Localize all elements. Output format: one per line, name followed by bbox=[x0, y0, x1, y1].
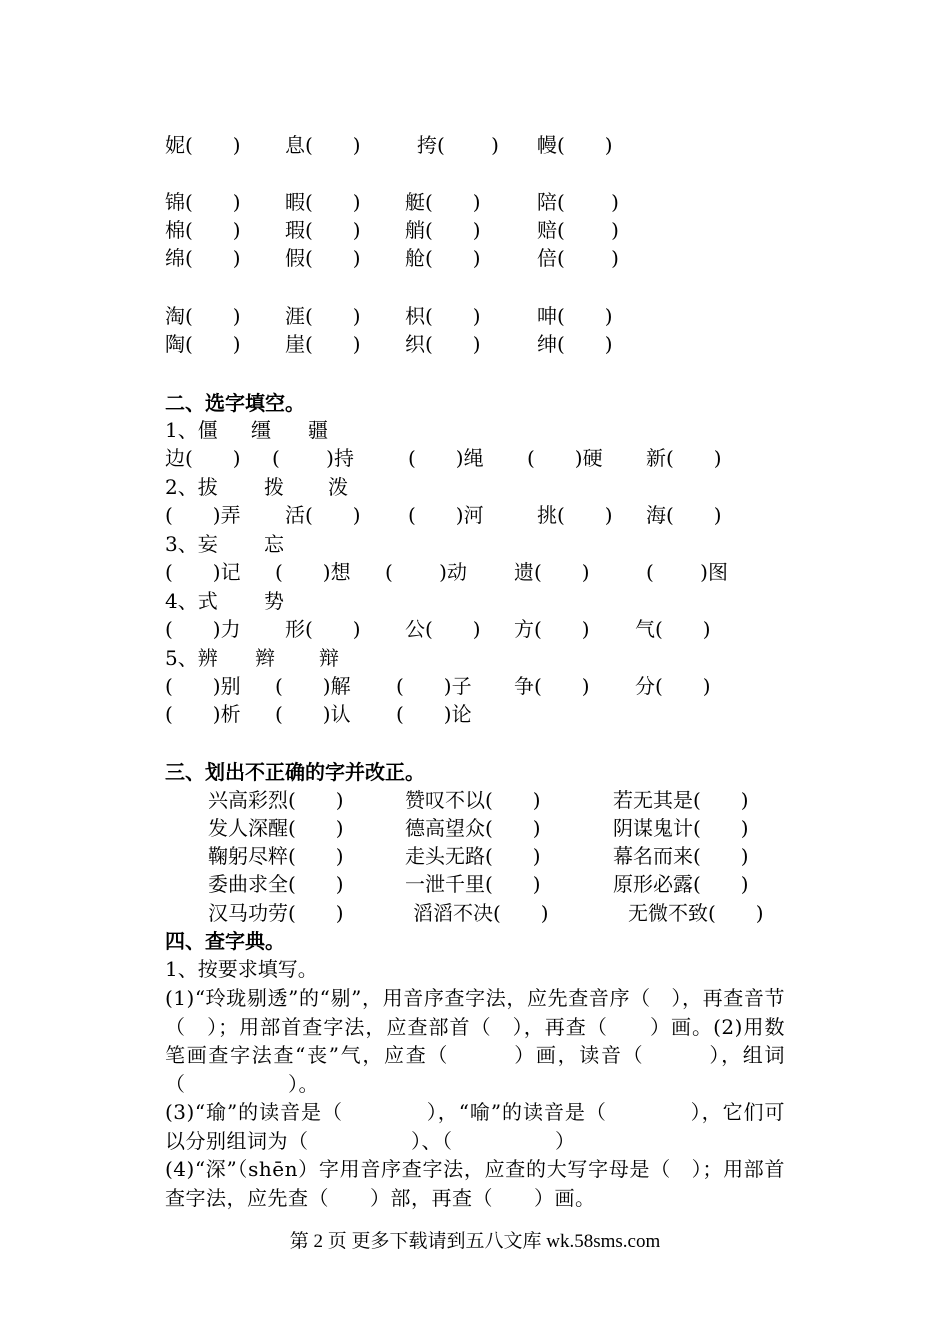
q-fill-item: 争( ) bbox=[514, 674, 590, 698]
char-row-5 bbox=[0, 302, 950, 330]
q3-head bbox=[0, 530, 950, 558]
q-fill-item: 挑( ) bbox=[537, 503, 613, 527]
char-row-3 bbox=[0, 216, 950, 244]
q-fill-item: 公( ) bbox=[405, 617, 481, 641]
idiom-item: 幕名而来( ) bbox=[613, 844, 749, 868]
q-fill-item: 分( ) bbox=[635, 674, 711, 698]
char-item: 崖( ) bbox=[285, 332, 361, 356]
q-fill-item: ( )弄 bbox=[165, 503, 241, 527]
char-item: 锦( ) bbox=[165, 190, 241, 214]
q-head-item: 忘 bbox=[264, 532, 284, 556]
char-row-4 bbox=[0, 244, 950, 272]
q1-line bbox=[0, 444, 950, 472]
idiom-item: 汉马功劳( ) bbox=[208, 901, 344, 925]
q-fill-item: 海( ) bbox=[646, 503, 722, 527]
char-item: 瑕( ) bbox=[285, 218, 361, 242]
char-item: 淘( ) bbox=[165, 304, 241, 328]
idiom-item: 委曲求全( ) bbox=[208, 872, 344, 896]
idiom-item: 原形必露( ) bbox=[613, 872, 749, 896]
q-head-item: 5、辨 bbox=[165, 646, 218, 670]
q-fill-item: ( )子 bbox=[396, 674, 472, 698]
q-head-item: 拨 bbox=[264, 475, 284, 499]
section-4-subtitle bbox=[0, 955, 950, 983]
idiom-item: 滔滔不决( ) bbox=[413, 901, 549, 925]
idiom-item: 发人深醒( ) bbox=[208, 816, 344, 840]
idiom-item: 鞠躬尽粹( ) bbox=[208, 844, 344, 868]
section-3-title-text: 三、划出不正确的字并改正。 bbox=[165, 760, 425, 784]
q-fill-item: ( )想 bbox=[275, 560, 351, 584]
char-item: 呻( ) bbox=[537, 304, 613, 328]
q-fill-item: ( )动 bbox=[385, 560, 467, 584]
q-head-item: 3、妄 bbox=[165, 532, 218, 556]
q-fill-item: 活( ) bbox=[285, 503, 361, 527]
q-fill-item: 遗( ) bbox=[514, 560, 590, 584]
char-item: 艄( ) bbox=[405, 218, 481, 242]
q-fill-item: ( )河 bbox=[408, 503, 484, 527]
char-row-6 bbox=[0, 330, 950, 358]
idiom-row-1 bbox=[0, 786, 950, 814]
q1-head bbox=[0, 416, 950, 444]
q-head-item: 泼 bbox=[328, 475, 348, 499]
char-row-2 bbox=[0, 188, 950, 216]
char-item: 暇( ) bbox=[285, 190, 361, 214]
section-4-title-text: 四、查字典。 bbox=[165, 929, 285, 953]
char-item: 赔( ) bbox=[537, 218, 619, 242]
char-item: 妮( ) bbox=[165, 133, 241, 157]
char-item: 绅( ) bbox=[537, 332, 613, 356]
idiom-item: 德高望众( ) bbox=[405, 816, 541, 840]
idiom-item: 无微不致( ) bbox=[628, 901, 764, 925]
idiom-row-4 bbox=[0, 870, 950, 898]
q-head-item: 1、僵 bbox=[165, 418, 218, 442]
q2-head bbox=[0, 473, 950, 501]
q-fill-item: ( )硬 bbox=[527, 446, 603, 470]
q-fill-item: ( )力 bbox=[165, 617, 241, 641]
page-footer: 第 2 页 更多下载请到五八文库 wk.58sms.com bbox=[289, 1231, 661, 1252]
q-fill-item: ( )绳 bbox=[408, 446, 484, 470]
char-item: 涯( ) bbox=[285, 304, 361, 328]
q-fill-item: ( )记 bbox=[165, 560, 241, 584]
idiom-item: 兴高彩烈( ) bbox=[208, 788, 344, 812]
idiom-item: 赞叹不以( ) bbox=[405, 788, 541, 812]
q-fill-item: ( )论 bbox=[396, 702, 472, 726]
char-item: 枳( ) bbox=[405, 304, 481, 328]
char-item: 绵( ) bbox=[165, 246, 241, 270]
q-fill-item: ( )别 bbox=[165, 674, 241, 698]
q-head-item: 疆 bbox=[308, 418, 328, 442]
idiom-row-3 bbox=[0, 842, 950, 870]
q-fill-item: ( )解 bbox=[275, 674, 351, 698]
q4-head bbox=[0, 587, 950, 615]
char-item: 陪( ) bbox=[537, 190, 619, 214]
q3-line bbox=[0, 558, 950, 586]
q-head-item: 势 bbox=[264, 589, 284, 613]
q-head-item: 辩 bbox=[319, 646, 339, 670]
char-item: 棉( ) bbox=[165, 218, 241, 242]
char-item: 舱( ) bbox=[405, 246, 481, 270]
char-item: 挎( ) bbox=[417, 133, 499, 157]
idiom-item: 阴谋鬼计( ) bbox=[613, 816, 749, 840]
q-head-item: 缰 bbox=[251, 418, 271, 442]
idiom-item: 走头无路( ) bbox=[405, 844, 541, 868]
q-fill-item: ( )图 bbox=[646, 560, 728, 584]
dictionary-question-4: (4)“深”（shēn）字用音序查字法，应查的大写字母是（ ）；用部首查字法，应先查（ ）部，再查（ ）画。 bbox=[165, 1157, 785, 1210]
idiom-row-2 bbox=[0, 814, 950, 842]
dictionary-question-3: (3)“瑜”的读音是（ ），“喻”的读音是（ ），它们可以分别组词为（ ）、（ ） bbox=[165, 1100, 785, 1153]
q-fill-item: 新( ) bbox=[646, 446, 722, 470]
section-2-title bbox=[0, 389, 950, 417]
char-item: 艇( ) bbox=[405, 190, 481, 214]
dictionary-question-1-2: (1)“玲珑剔透”的“剔”，用音序查字法，应先查音序（ ），再查音节（ ）；用部首查字法，应查部首（ ），再查（ ）画。(2)用数笔画查字法查“丧”气，应查（ ）画，读音（ ），组词（ ）。 bbox=[165, 986, 785, 1096]
char-item: 幔( ) bbox=[537, 133, 613, 157]
q-fill-item: ( )持 bbox=[272, 446, 354, 470]
q-fill-item: ( )认 bbox=[275, 702, 351, 726]
q-fill-item: 方( ) bbox=[514, 617, 590, 641]
idiom-item: 一泄千里( ) bbox=[405, 872, 541, 896]
section-3-title bbox=[0, 758, 950, 786]
q2-line bbox=[0, 501, 950, 529]
q-fill-item: 边( ) bbox=[165, 446, 241, 470]
char-item: 织( ) bbox=[405, 332, 481, 356]
q5-line-1 bbox=[0, 672, 950, 700]
q5-head bbox=[0, 644, 950, 672]
q-head-item: 辫 bbox=[255, 646, 275, 670]
q5-line-2 bbox=[0, 700, 950, 728]
idiom-item: 若无其是( ) bbox=[613, 788, 749, 812]
q-fill-item: ( )析 bbox=[165, 702, 241, 726]
section-4-title bbox=[0, 927, 950, 955]
char-item: 陶( ) bbox=[165, 332, 241, 356]
section-2-title-text: 二、选字填空。 bbox=[165, 391, 305, 415]
char-row-1 bbox=[0, 131, 950, 159]
char-item: 倍( ) bbox=[537, 246, 619, 270]
q-head-item: 2、拔 bbox=[165, 475, 218, 499]
q4-line bbox=[0, 615, 950, 643]
q-fill-item: 气( ) bbox=[635, 617, 711, 641]
q-fill-item: 形( ) bbox=[285, 617, 361, 641]
section-4-subtitle-text: 1、按要求填写。 bbox=[165, 957, 318, 981]
idiom-row-5 bbox=[0, 899, 950, 927]
char-item: 息( ) bbox=[285, 133, 361, 157]
char-item: 假( ) bbox=[285, 246, 361, 270]
q-head-item: 4、式 bbox=[165, 589, 218, 613]
